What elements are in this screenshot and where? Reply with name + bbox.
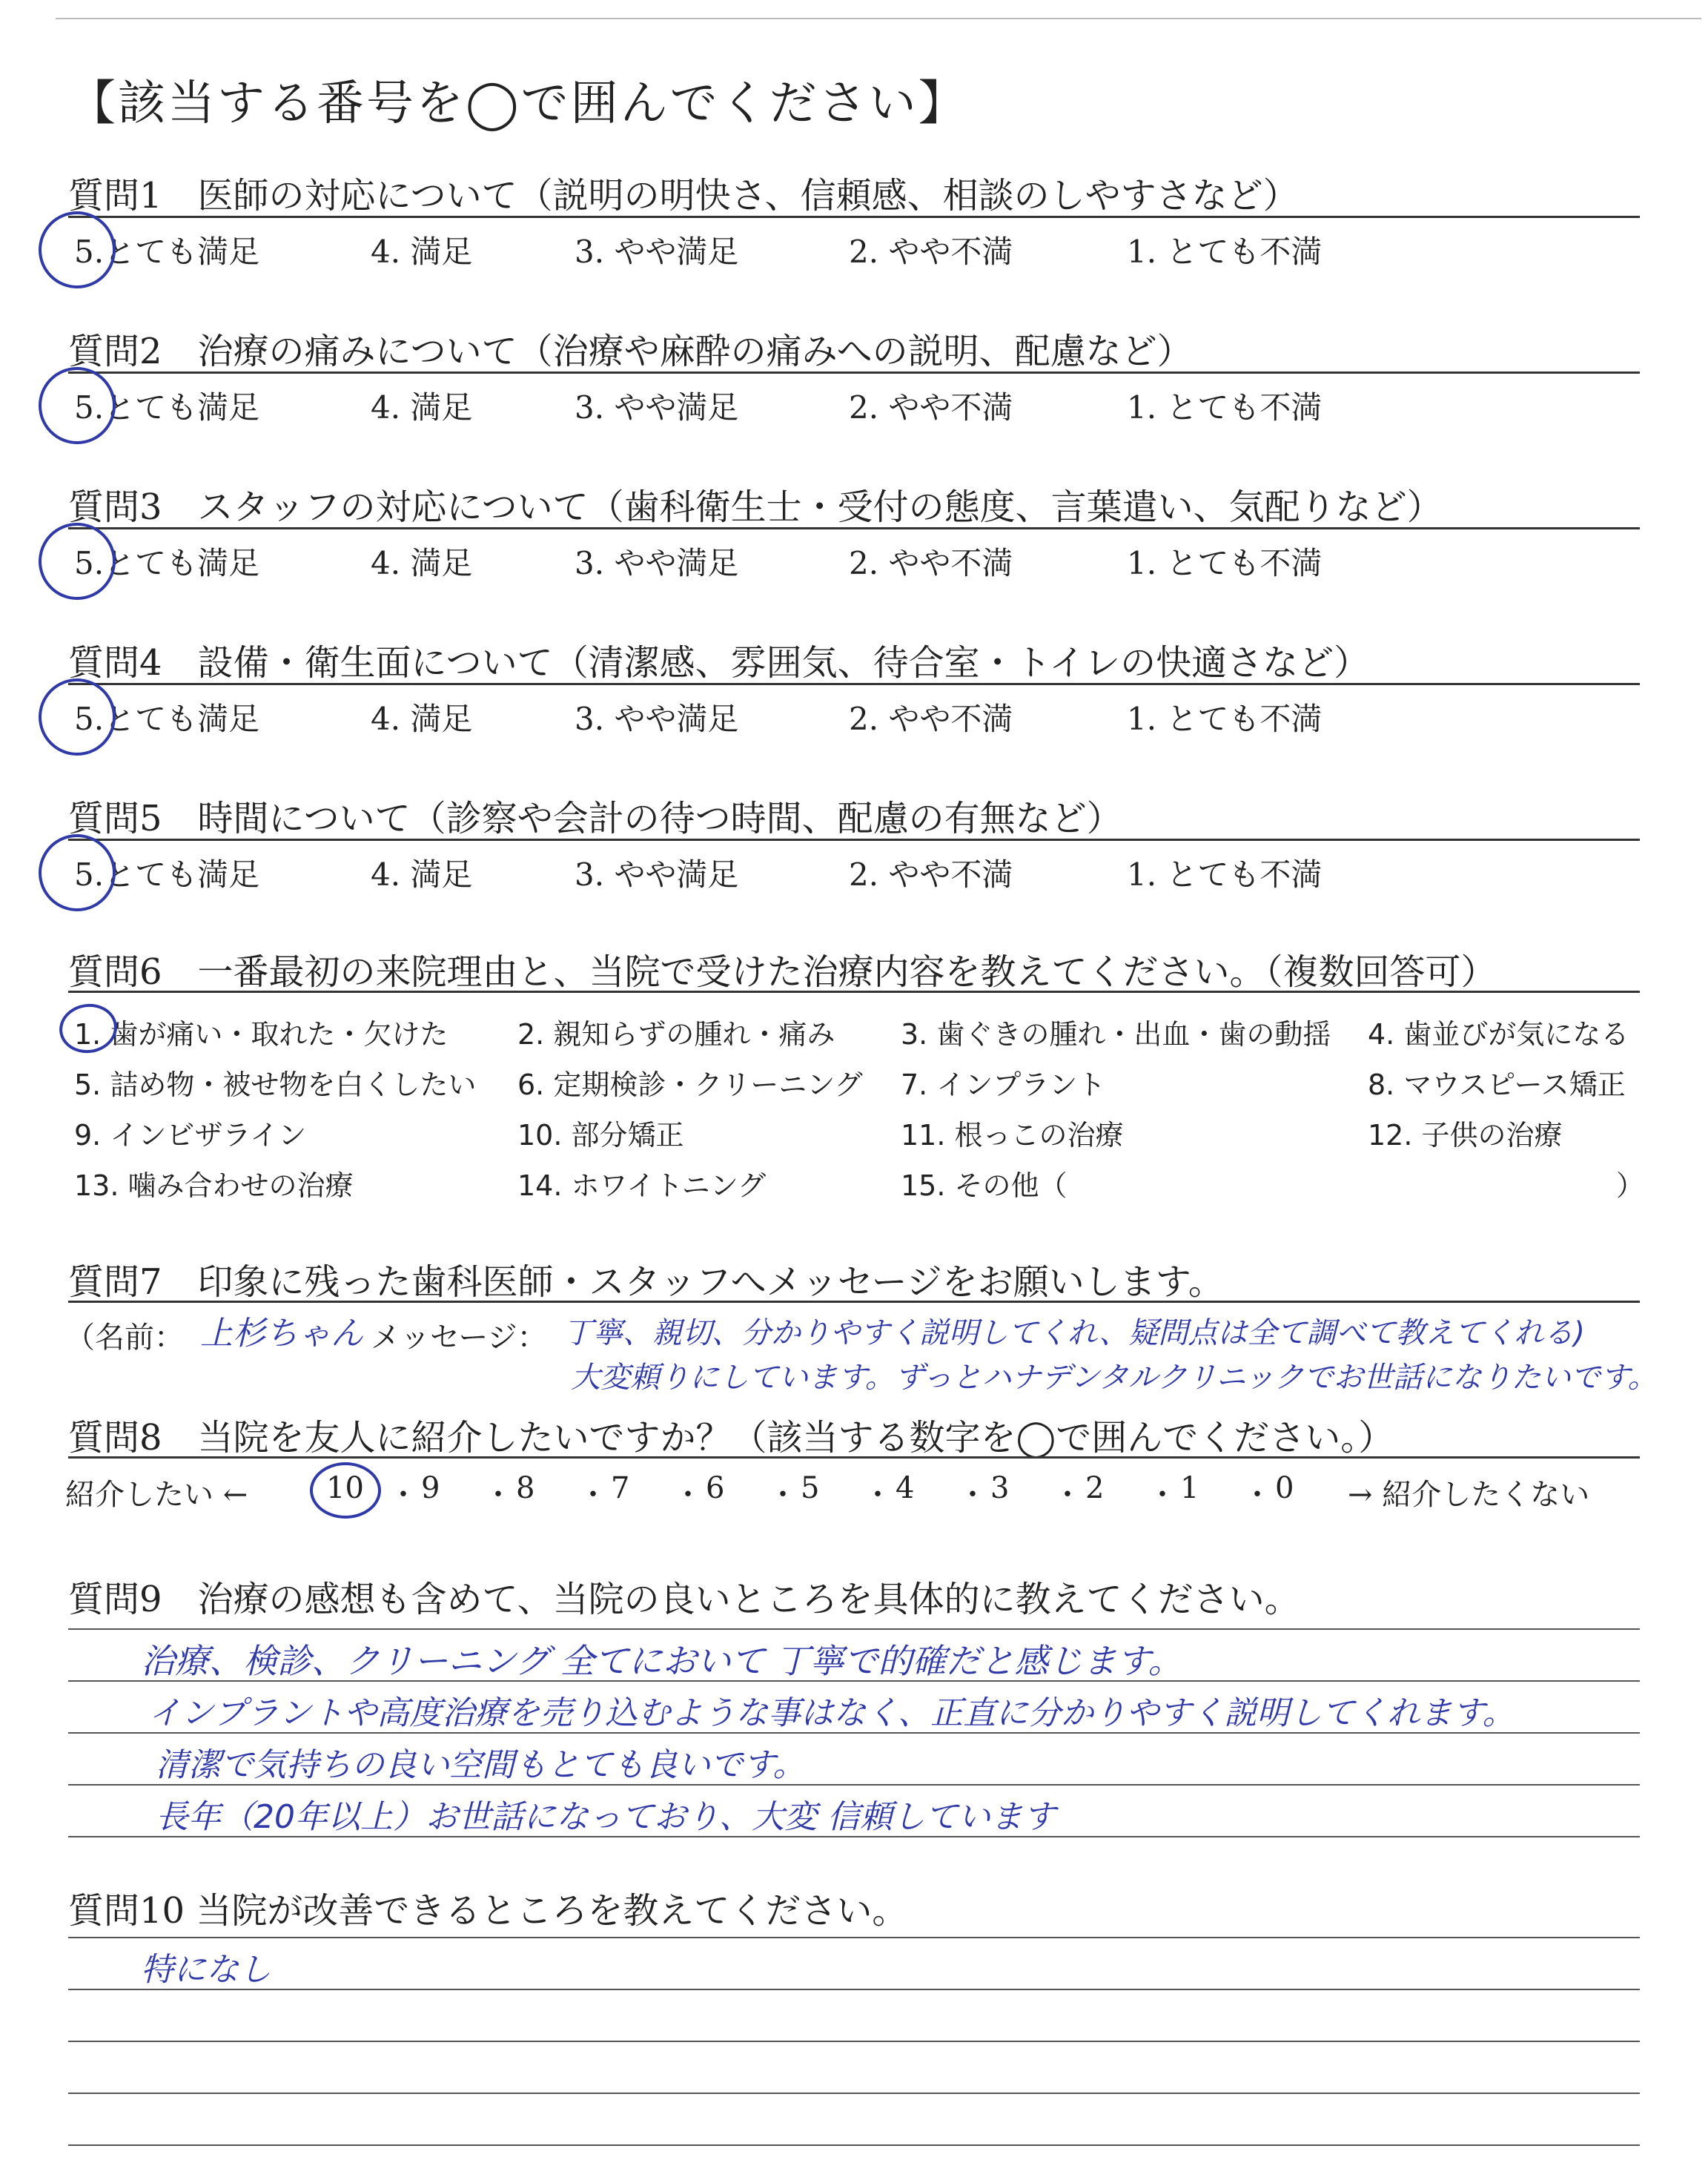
q7-name-label: （名前： <box>65 1321 184 1355</box>
q9-answer-line-3[interactable]: 清潔で気持ちの良い空間もとても良いです。 <box>156 1746 806 1784</box>
q8-scale-3[interactable]: 3 <box>990 1471 1010 1505</box>
q10-answer-line-1[interactable]: 特になし <box>141 1951 271 1989</box>
q8-left-label: 紹介したい ← <box>65 1478 248 1512</box>
q1-title: 質問1 医師の対応について（説明の明快さ、信頼感、相談のしやすさなど） <box>68 175 1299 217</box>
page-header: 【該当する番号を◯で囲んでください】 <box>68 76 968 131</box>
q9-title: 質問9 治療の感想も含めて、当院の良いところを具体的に教えてください。 <box>68 1579 1300 1620</box>
q1-option-5[interactable]: 5.とても満足 <box>74 234 260 270</box>
q6-option-9[interactable]: 9. インビザライン <box>74 1119 307 1152</box>
q7-message-line-2[interactable]: 大変頼りにしています。ずっとハナデンタルクリニックでお世話になりたいです。 <box>571 1361 1658 1395</box>
q9-answer-line-4[interactable]: 長年（20年以上）お世話になっており、大変 信頼しています <box>156 1798 1056 1836</box>
q5-option-2[interactable]: 2. やや不満 <box>849 856 1013 893</box>
q6-option-4[interactable]: 4. 歯並びが気になる <box>1368 1018 1629 1051</box>
q8-scale-separator: ・ <box>578 1478 608 1512</box>
q3-option-4[interactable]: 4. 満足 <box>371 545 473 581</box>
q6-option-2[interactable]: 2. 親知らずの腫れ・痛み <box>517 1018 835 1051</box>
q3-option-5[interactable]: 5.とても満足 <box>74 545 260 581</box>
q8-scale-5[interactable]: 5 <box>801 1471 820 1505</box>
q1-option-2[interactable]: 2. やや不満 <box>849 234 1013 270</box>
q2-option-4[interactable]: 4. 満足 <box>371 389 473 426</box>
q8-rule <box>68 1456 1640 1459</box>
q3-option-2[interactable]: 2. やや不満 <box>849 545 1013 581</box>
q4-option-5[interactable]: 5.とても満足 <box>74 701 260 737</box>
q7-title: 質問7 印象に残った歯科医師・スタッフへメッセージをお願いします。 <box>68 1261 1224 1303</box>
q6-option-11[interactable]: 11. 根っこの治療 <box>901 1119 1124 1152</box>
q5-rule <box>68 839 1640 841</box>
q7-rule <box>68 1301 1640 1303</box>
q5-title: 質問5 時間について（診察や会計の待つ時間、配慮の有無など） <box>68 798 1122 839</box>
q8-scale-7[interactable]: 7 <box>611 1471 630 1505</box>
q3-title: 質問3 スタッフの対応について（歯科衛生士・受付の態度、言葉遣い、気配りなど） <box>68 486 1443 528</box>
q9-answer-line-1[interactable]: 治療、検診、クリーニング 全てにおいて 丁寧で的確だと感じます。 <box>141 1641 1182 1681</box>
q8-scale-0[interactable]: 0 <box>1275 1471 1294 1505</box>
q8-scale-6[interactable]: 6 <box>706 1471 725 1505</box>
q3-rule <box>68 527 1640 529</box>
q6-option-14[interactable]: 14. ホワイトニング <box>517 1169 767 1202</box>
q4-title: 質問4 設備・衛生面について（清潔感、雰囲気、待合室・トイレの快適さなど） <box>68 642 1370 684</box>
q8-scale-1[interactable]: 1 <box>1180 1471 1199 1505</box>
q6-option-8[interactable]: 8. マウスピース矯正 <box>1368 1069 1626 1101</box>
q9-answer-line-2[interactable]: インプラントや高度治療を売り込むような事はなく、正直に分かりやすく説明してくれます。 <box>148 1694 1515 1732</box>
q5-option-4[interactable]: 4. 満足 <box>371 856 473 893</box>
q10-line-1 <box>68 1989 1640 1990</box>
q8-scale-separator: ・ <box>863 1478 893 1512</box>
q6-option-12[interactable]: 12. 子供の治療 <box>1368 1119 1563 1152</box>
q6-option-7[interactable]: 7. インプラント <box>901 1069 1106 1101</box>
q2-option-2[interactable]: 2. やや不満 <box>849 389 1013 426</box>
q6-option-5[interactable]: 5. 詰め物・被せ物を白くしたい <box>74 1069 477 1101</box>
q8-scale-separator: ・ <box>1148 1478 1177 1512</box>
q8-scale-separator: ・ <box>1053 1478 1082 1512</box>
q8-title: 質問8 当院を友人に紹介したいですか？（該当する数字を◯で囲んでください。） <box>68 1417 1394 1459</box>
q8-scale-separator: ・ <box>388 1478 418 1512</box>
q5-option-5[interactable]: 5.とても満足 <box>74 856 260 893</box>
q4-option-4[interactable]: 4. 満足 <box>371 701 473 737</box>
q8-scale-separator: ・ <box>1242 1478 1272 1512</box>
q6-option-13[interactable]: 13. 噛み合わせの治療 <box>74 1169 354 1202</box>
q5-option-1[interactable]: 1. とても不満 <box>1127 856 1323 893</box>
q7-message-label: メッセージ： <box>371 1321 547 1355</box>
q6-other-close: ） <box>1616 1169 1645 1202</box>
q10-line-3 <box>68 2093 1640 2094</box>
q9-line-0 <box>68 1628 1640 1630</box>
q8-scale-8[interactable]: 8 <box>516 1471 535 1505</box>
q8-right-label: → 紹介したくない <box>1348 1478 1590 1512</box>
q8-selection-circle <box>310 1462 381 1519</box>
q8-scale-separator: ・ <box>483 1478 513 1512</box>
q1-option-4[interactable]: 4. 満足 <box>371 234 473 270</box>
q2-option-5[interactable]: 5.とても満足 <box>74 389 260 426</box>
q10-title: 質問10 当院が改善できるところを教えてください。 <box>68 1890 908 1932</box>
q8-scale-4[interactable]: 4 <box>896 1471 915 1505</box>
q2-rule <box>68 371 1640 374</box>
q8-scale-separator: ・ <box>958 1478 987 1512</box>
q5-option-3[interactable]: 3. やや満足 <box>575 856 739 893</box>
q2-option-1[interactable]: 1. とても不満 <box>1127 389 1323 426</box>
q2-option-3[interactable]: 3. やや満足 <box>575 389 739 426</box>
q10-line-2 <box>68 2041 1640 2042</box>
q6-option-6[interactable]: 6. 定期検診・クリーニング <box>517 1069 863 1101</box>
q8-scale-2[interactable]: 2 <box>1085 1471 1105 1505</box>
q3-option-1[interactable]: 1. とても不満 <box>1127 545 1323 581</box>
q1-option-1[interactable]: 1. とても不満 <box>1127 234 1323 270</box>
q8-scale-separator: ・ <box>673 1478 703 1512</box>
q4-option-2[interactable]: 2. やや不満 <box>849 701 1013 737</box>
q4-option-3[interactable]: 3. やや満足 <box>575 701 739 737</box>
q8-scale-9[interactable]: 9 <box>421 1471 440 1505</box>
q6-option-10[interactable]: 10. 部分矯正 <box>517 1119 684 1152</box>
q4-option-1[interactable]: 1. とても不満 <box>1127 701 1323 737</box>
q7-message-line-1[interactable]: 丁寧、親切、分かりやすく説明してくれ、疑問点は全て調べて教えてくれる) <box>563 1316 1586 1350</box>
q6-option-3[interactable]: 3. 歯ぐきの腫れ・出血・歯の動揺 <box>901 1018 1331 1051</box>
top-border <box>56 18 1701 19</box>
q4-rule <box>68 683 1640 685</box>
q10-line-4 <box>68 2144 1640 2146</box>
q2-title: 質問2 治療の痛みについて（治療や麻酔の痛みへの説明、配慮など） <box>68 331 1193 372</box>
q1-rule <box>68 216 1640 218</box>
q6-option-15[interactable]: 15. その他（ <box>901 1169 1068 1202</box>
q8-scale-separator: ・ <box>768 1478 798 1512</box>
q7-name-value[interactable]: 上杉ちゃん <box>200 1315 363 1353</box>
q6-option-1[interactable]: 1. 歯が痛い・取れた・欠けた <box>74 1018 448 1051</box>
q3-option-3[interactable]: 3. やや満足 <box>575 545 739 581</box>
q10-line-0 <box>68 1937 1640 1938</box>
q6-rule <box>68 991 1640 993</box>
q6-title: 質問6 一番最初の来院理由と、当院で受けた治療内容を教えてください。（複数回答可） <box>68 951 1497 993</box>
q8-scale-10[interactable]: 10 <box>326 1471 364 1505</box>
q1-option-3[interactable]: 3. やや満足 <box>575 234 739 270</box>
